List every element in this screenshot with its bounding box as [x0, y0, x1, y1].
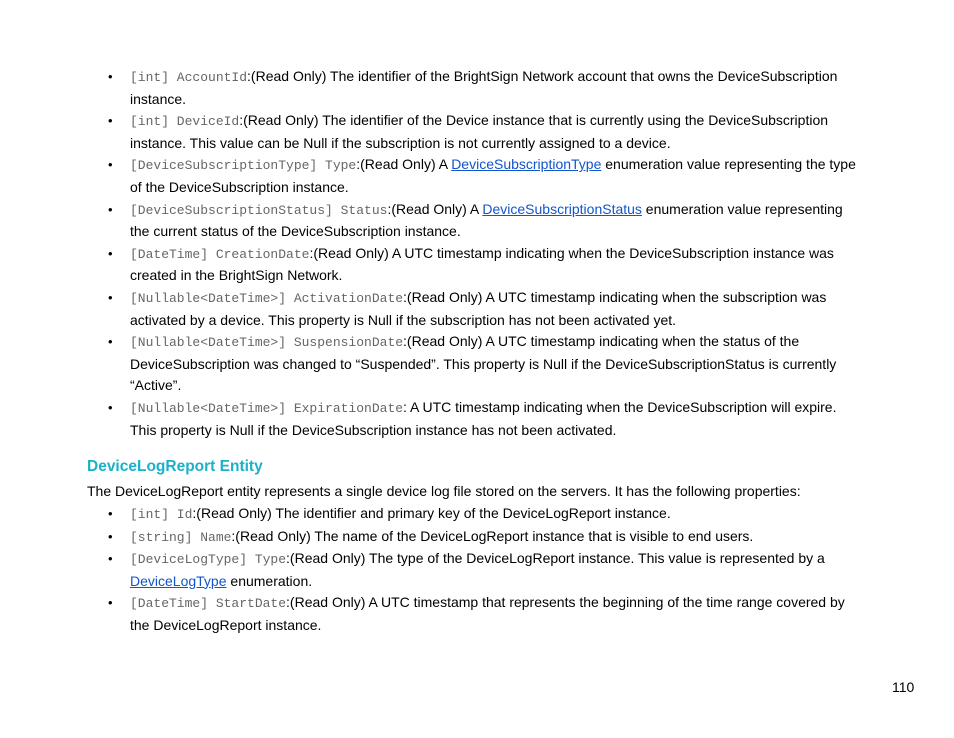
property-signature: [DeviceLogType] Type	[130, 552, 287, 568]
property-signature: [int] AccountId	[130, 70, 248, 85]
list-item	[0, 526, 954, 549]
bullet: •	[108, 595, 113, 611]
property-signature: [DateTime] StartDate	[130, 596, 287, 612]
property-signature: [string] Name	[130, 529, 232, 545]
section-heading: DeviceLogReport Entity	[87, 458, 263, 475]
property-signature: [DateTime] CreationDate	[130, 246, 310, 262]
list-item	[0, 592, 954, 636]
bullet: •	[108, 334, 113, 350]
list-item	[0, 66, 954, 110]
device-log-report-property-list	[0, 503, 954, 637]
bullet: •	[108, 69, 113, 84]
bullet: •	[108, 399, 113, 415]
device-log-type-link[interactable]: DeviceLogType	[130, 572, 227, 589]
property-description: :(Read Only) The identifier of the Device instance that is currently using the DeviceSubscription instance. This value can be Null if the subscription is not currently assigned to a device.	[130, 112, 829, 151]
bullet: •	[108, 201, 113, 217]
bullet: •	[108, 157, 113, 173]
property-description-prefix: :(Read Only) A	[356, 156, 452, 173]
list-item	[0, 397, 954, 441]
device-subscription-status-link[interactable]: DeviceSubscriptionStatus	[482, 200, 642, 217]
section-intro: The DeviceLogReport entity represents a single device log file stored on the servers. It has the following properties:	[87, 483, 801, 499]
device-subscription-property-list	[0, 66, 954, 441]
property-description-prefix: :(Read Only) The type of the DeviceLogReport instance. This value is represented by a	[286, 550, 825, 567]
property-signature: [Nullable<DateTime>] ActivationDate	[130, 290, 404, 306]
property-description: : A UTC timestamp indicating when the DeviceSubscription will expire. This property is Null if the DeviceSubscription instance has not been activated.	[130, 398, 837, 438]
property-description: :(Read Only) A UTC timestamp indicating when the DeviceSubscription instance was created in the BrightSign Network.	[130, 244, 834, 284]
property-description: :(Read Only) The name of the DeviceLogReport instance that is visible to end users.	[231, 527, 754, 544]
bullet: •	[108, 528, 113, 544]
bullet: •	[108, 506, 113, 521]
property-description-suffix: enumeration value representing the current status of the DeviceSubscription instance.	[130, 200, 843, 240]
bullet: •	[108, 289, 113, 305]
property-description-suffix: enumeration value representing the type of the DeviceSubscription instance.	[130, 156, 856, 195]
list-item	[0, 154, 954, 198]
property-description-prefix: :(Read Only) A	[387, 200, 483, 217]
list-item	[0, 243, 954, 287]
property-description: :(Read Only) The identifier of the BrightSign Network account that owns the DeviceSubscription instance.	[130, 68, 838, 107]
page-number: 110	[892, 679, 915, 695]
list-item	[0, 287, 954, 331]
property-signature: [int] Id	[130, 507, 193, 522]
property-signature: [Nullable<DateTime>] ExpirationDate	[130, 400, 404, 416]
property-description: :(Read Only) A UTC timestamp indicating when the status of the DeviceSubscription was changed to “Suspended”. This property is Null if the DeviceSubscriptionStatus is currently “Active”.	[130, 333, 837, 394]
list-item	[0, 331, 954, 397]
property-signature: [DeviceSubscriptionStatus] Status	[130, 202, 388, 218]
property-description: :(Read Only) A UTC timestamp indicating when the subscription was activated by a device. This property is Null if the subscription has not been activated yet.	[130, 288, 827, 328]
property-description: :(Read Only) The identifier and primary key of the DeviceLogReport instance.	[192, 505, 671, 521]
property-signature: [Nullable<DateTime>] SuspensionDate	[130, 335, 404, 351]
list-item	[0, 503, 954, 526]
list-item	[0, 199, 954, 243]
bullet: •	[108, 245, 113, 261]
property-description: :(Read Only) A UTC timestamp that represents the beginning of the time range covered by the DeviceLogReport instance.	[130, 594, 845, 633]
list-item	[0, 548, 954, 592]
property-signature: [int] DeviceId	[130, 114, 240, 130]
bullet: •	[108, 113, 113, 129]
bullet: •	[108, 551, 113, 567]
device-subscription-type-link[interactable]: DeviceSubscriptionType	[451, 156, 602, 173]
property-description-suffix: enumeration.	[226, 572, 313, 589]
list-item	[0, 110, 954, 154]
property-signature: [DeviceSubscriptionType] Type	[130, 158, 357, 174]
